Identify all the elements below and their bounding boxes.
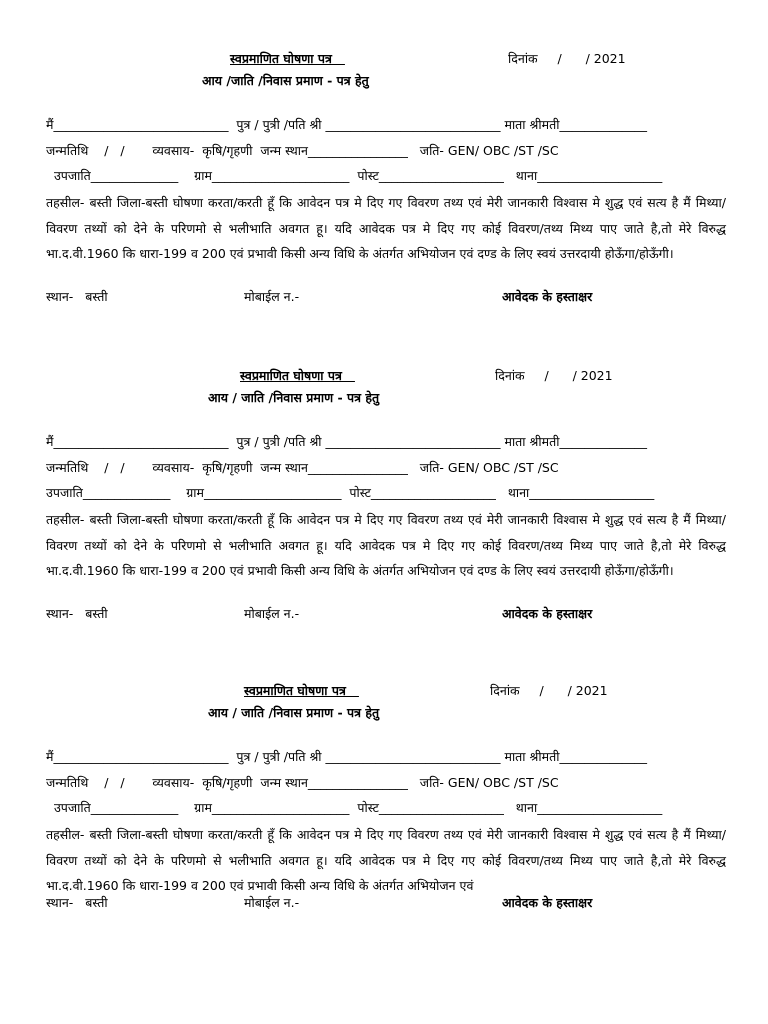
mobile-label: मोबाईल न.- [244, 289, 300, 304]
date-field: दिनांक / / 2021 [490, 683, 608, 698]
form-title: स्वप्रमाणित घोषणा पत्र [240, 368, 355, 383]
address-row: उपजाति______________ ग्राम______________________ पोस्ट____________________ थाना____________________ [46, 800, 663, 815]
declaration-paragraph: तहसील- बस्ती जिला-बस्ती घोषणा करता/करती हूँ कि आवेदन पत्र मे दिए गए विवरण तथ्य एवं मेरी जानकारी विश्वास मे शुद्ध एवं सत्य है मैं मिथ्या/विवरण तथ्यों को देने के परिणमो से भलीभाति अवगत हू। यदि आवेदक पत्र मे दिए गए कोई विवरण/तथ्य मिथ्य पाए जाते है,तो मेरे विरुद्ध भा.द.वी.1960 कि धारा-199 व 200 एवं प्रभावी किसी अन्य विधि के अंतर्गत अभियोजन एवं दण्ड के लिए स्वयं उत्तरदायी होऊँगा/होऊँगी। [46, 195, 726, 261]
signature-label: आवेदक के हस्ताक्षर [502, 895, 593, 910]
address-row: उपजाति______________ ग्राम______________________ पोस्ट____________________ थाना____________________ [46, 168, 663, 183]
dob-occupation-row: जन्मतिथि / / व्यवसाय- कृषि/गृहणी जन्म स्थान________________ जति- GEN/ OBC /ST /SC [46, 775, 559, 790]
declaration-form-3 [0, 680, 768, 980]
place-label: स्थान- बस्ती [46, 895, 108, 910]
date-field: दिनांक / / 2021 [508, 51, 626, 66]
place-label: स्थान- बस्ती [46, 289, 108, 304]
date-field: दिनांक / / 2021 [495, 368, 613, 383]
form-title: स्वप्रमाणित घोषणा पत्र [230, 51, 345, 66]
signature-label: आवेदक के हस्ताक्षर [502, 289, 593, 304]
mobile-label: मोबाईल न.- [244, 606, 300, 621]
signature-label: आवेदक के हस्ताक्षर [502, 606, 593, 621]
form-title: स्वप्रमाणित घोषणा पत्र [244, 683, 359, 698]
form-subtitle: आय / जाति /निवास प्रमाण - पत्र हेतु [208, 390, 380, 405]
mobile-label: मोबाईल न.- [244, 895, 300, 910]
form-subtitle: आय /जाति /निवास प्रमाण - पत्र हेतु [202, 73, 369, 88]
declaration-form-1 [0, 48, 768, 348]
declaration-paragraph: तहसील- बस्ती जिला-बस्ती घोषणा करता/करती हूँ कि आवेदन पत्र मे दिए गए विवरण तथ्य एवं मेरी जानकारी विश्वास मे शुद्ध एवं सत्य है मैं मिथ्या/विवरण तथ्यों को देने के परिणमो से भलीभाति अवगत हू। यदि आवेदक पत्र मे दिए गए कोई विवरण/तथ्य मिथ्य पाए जाते है,तो मेरे विरुद्ध भा.द.वी.1960 कि धारा-199 व 200 एवं प्रभावी किसी अन्य विधि के अंतर्गत अभियोजन एवं दण्ड के लिए स्वयं उत्तरदायी होऊँगा/होऊँगी। [46, 512, 726, 578]
dob-occupation-row: जन्मतिथि / / व्यवसाय- कृषि/गृहणी जन्म स्थान________________ जति- GEN/ OBC /ST /SC [46, 460, 559, 475]
declaration-form-2 [0, 365, 768, 665]
name-row: मैं____________________________ पुत्र / पुत्री /पति श्री ____________________________ माता श्रीमती______________ [46, 434, 647, 449]
name-row: मैं____________________________ पुत्र / पुत्री /पति श्री ____________________________ माता श्रीमती______________ [46, 749, 647, 764]
name-row: मैं____________________________ पुत्र / पुत्री /पति श्री ____________________________ माता श्रीमती______________ [46, 117, 647, 132]
place-label: स्थान- बस्ती [46, 606, 108, 621]
form-subtitle: आय / जाति /निवास प्रमाण - पत्र हेतु [208, 705, 380, 720]
address-row: उपजाति______________ ग्राम______________________ पोस्ट____________________ थाना____________________ [46, 485, 655, 500]
declaration-paragraph: तहसील- बस्ती जिला-बस्ती घोषणा करता/करती हूँ कि आवेदन पत्र मे दिए गए विवरण तथ्य एवं मेरी जानकारी विश्वास मे शुद्ध एवं सत्य है मैं मिथ्या/विवरण तथ्यों को देने के परिणमो से भलीभाति अवगत हू। यदि आवेदक पत्र मे दिए गए कोई विवरण/तथ्य मिथ्य पाए जाते है,तो मेरे विरुद्ध भा.द.वी.1960 कि धारा-199 व 200 एवं प्रभावी किसी अन्य विधि के अंतर्गत अभियोजन एवं [46, 827, 726, 893]
dob-occupation-row: जन्मतिथि / / व्यवसाय- कृषि/गृहणी जन्म स्थान________________ जति- GEN/ OBC /ST /SC [46, 143, 559, 158]
